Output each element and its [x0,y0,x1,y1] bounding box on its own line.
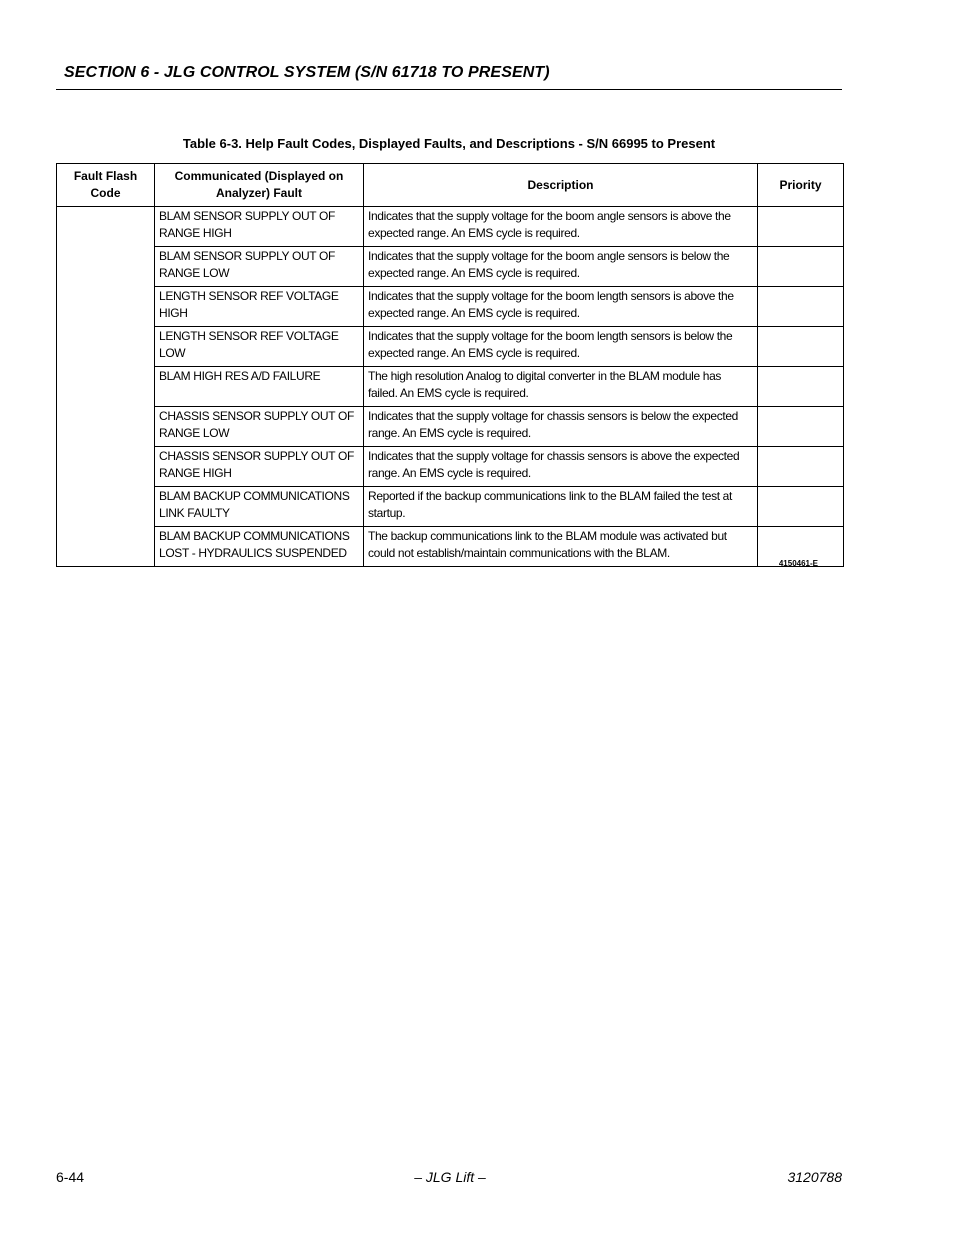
column-header-fault: Communicated (Displayed on Analyzer) Fault [155,164,364,207]
table-row [57,447,844,487]
priority-cell [758,207,844,247]
priority-cell [758,447,844,487]
column-header-priority: Priority [758,164,844,207]
table-body [57,207,844,567]
flash-code-cell [57,207,155,567]
description-cell: Reported if the backup communications link to the BLAM failed the test at startup. [364,487,758,527]
fault-cell: CHASSIS SENSOR SUPPLY OUT OF RANGE LOW [155,407,364,447]
priority-cell [758,487,844,527]
table-row [57,327,844,367]
fault-codes-table [56,163,844,567]
fault-cell: BLAM SENSOR SUPPLY OUT OF RANGE HIGH [155,207,364,247]
fault-cell: LENGTH SENSOR REF VOLTAGE HIGH [155,287,364,327]
description-cell: Indicates that the supply voltage for the boom length sensors is below the expected range. An EMS cycle is required. [364,327,758,367]
fault-cell: LENGTH SENSOR REF VOLTAGE LOW [155,327,364,367]
fault-cell: BLAM HIGH RES A/D FAILURE [155,367,364,407]
table-row [57,527,844,567]
table-row [57,487,844,527]
priority-cell [758,327,844,367]
fault-cell: BLAM BACKUP COMMUNICATIONS LOST - HYDRAULICS SUSPENDED [155,527,364,567]
column-header-description: Description [364,164,758,207]
table-row [57,247,844,287]
description-cell: Indicates that the supply voltage for chassis sensors is above the expected range. An EMS cycle is required. [364,447,758,487]
section-title: SECTION 6 - JLG CONTROL SYSTEM (S/N 61718 TO PRESENT) [64,64,550,81]
table-row [57,207,844,247]
document-number: 3120788 [787,1169,842,1185]
table-row [57,367,844,407]
table-row [57,407,844,447]
priority-cell [758,407,844,447]
header-rule [56,89,842,90]
fault-cell: CHASSIS SENSOR SUPPLY OUT OF RANGE HIGH [155,447,364,487]
description-cell: Indicates that the supply voltage for the boom length sensors is above the expected range. An EMS cycle is required. [364,287,758,327]
table-title: Table 6-3. Help Fault Codes, Displayed Faults, and Descriptions - S/N 66995 to Present [182,136,716,151]
description-cell: Indicates that the supply voltage for the boom angle sensors is below the expected range. An EMS cycle is required. [364,247,758,287]
table-row [57,287,844,327]
priority-cell [758,367,844,407]
description-cell: Indicates that the supply voltage for the boom angle sensors is above the expected range. An EMS cycle is required. [364,207,758,247]
description-cell: The high resolution Analog to digital converter in the BLAM module has failed. An EMS cycle is required. [364,367,758,407]
priority-cell [758,287,844,327]
page-number: 6-44 [56,1169,85,1185]
fault-cell: BLAM SENSOR SUPPLY OUT OF RANGE LOW [155,247,364,287]
description-cell: Indicates that the supply voltage for chassis sensors is below the expected range. An EMS cycle is required. [364,407,758,447]
table-header-row [57,164,844,207]
column-header-flash-code: Fault Flash Code [57,164,155,207]
fault-cell: BLAM BACKUP COMMUNICATIONS LINK FAULTY [155,487,364,527]
figure-id: 4150461-E [778,559,818,568]
priority-cell [758,247,844,287]
description-cell: The backup communications link to the BLAM module was activated but could not establish/maintain communications with the BLAM. [364,527,758,567]
footer-publisher: – JLG Lift – [414,1169,486,1185]
